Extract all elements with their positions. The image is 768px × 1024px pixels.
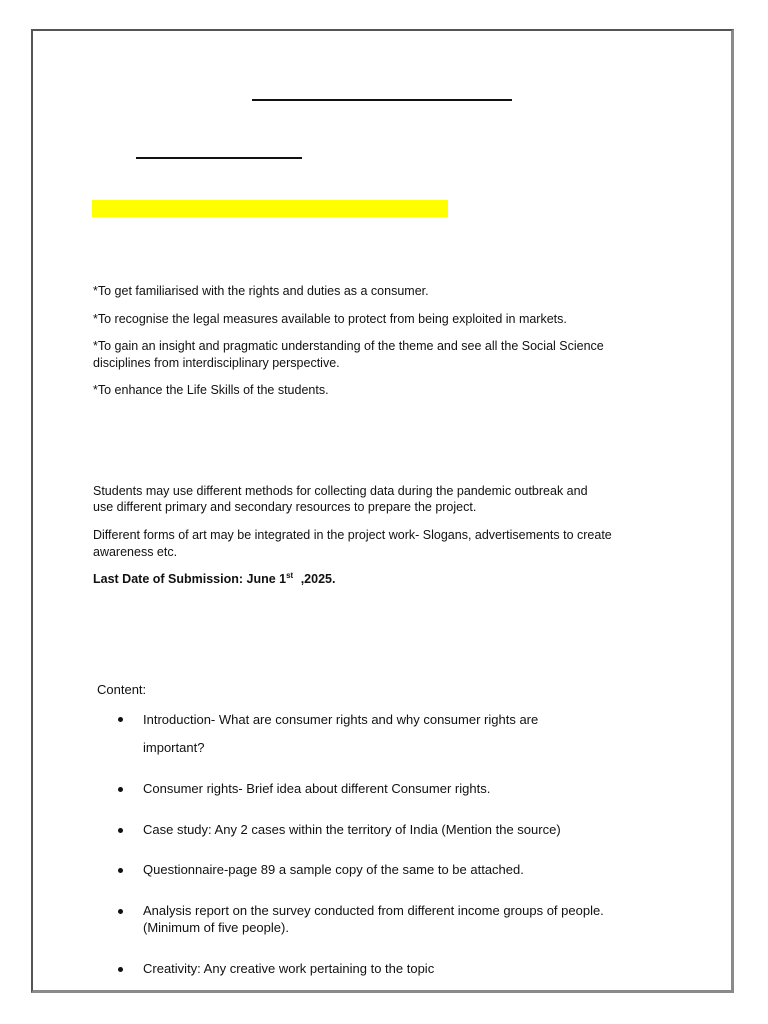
objective-4: *To enhance the Life Skills of the students. (93, 383, 329, 397)
objective-3: *To gain an insight and pragmatic understanding of the theme and see all the Social Science (93, 339, 604, 353)
highlight-bar (92, 200, 448, 217)
content-item-analysis-report: Analysis report on the survey conducted from different income groups of people. (143, 903, 604, 918)
guideline-1: Students may use different methods for collecting data during the pandemic outbreak and (93, 484, 588, 498)
content-item-creativity: Creativity: Any creative work pertaining to the topic (143, 961, 435, 976)
content-label: Content: (97, 682, 147, 697)
deadline-year: ,2025. (300, 572, 336, 586)
objective-1: *To get familiarised with the rights and duties as a consumer. (93, 284, 429, 298)
title-underline (252, 99, 512, 101)
submission-deadline (93, 571, 335, 588)
content-item-introduction-cont: important? (143, 740, 205, 755)
deadline-prefix: Last Date of Submission: June 1 (93, 572, 287, 586)
objective-3-cont: disciplines from interdisciplinary perspective. (93, 356, 340, 370)
content-item-questionnaire: Questionnaire-page 89 a sample copy of the same to be attached. (143, 862, 524, 877)
bullet-dot (118, 787, 123, 792)
content-item-case-study: Case study: Any 2 cases within the territory of India (Mention the source) (143, 822, 561, 837)
guideline-1-cont: use different primary and secondary resources to prepare the project. (93, 500, 477, 514)
bullet-dot (118, 717, 123, 722)
content-item-analysis-report-cont: (Minimum of five people). (143, 920, 289, 935)
bullet-dot (118, 828, 123, 833)
content-item-consumer-rights: Consumer rights- Brief idea about different Consumer rights. (143, 781, 491, 796)
bullet-dot (118, 967, 123, 972)
deadline-ordinal: st (286, 571, 294, 580)
objective-2: *To recognise the legal measures available to protect from being exploited in markets. (93, 312, 567, 326)
bullet-dot (118, 868, 123, 873)
subtitle-underline (136, 157, 302, 159)
guideline-2: Different forms of art may be integrated in the project work- Slogans, advertisements to create (93, 528, 612, 542)
guideline-2-cont: awareness etc. (93, 545, 178, 559)
content-item-introduction: Introduction- What are consumer rights and why consumer rights are (143, 712, 539, 727)
bullet-dot (118, 909, 123, 914)
